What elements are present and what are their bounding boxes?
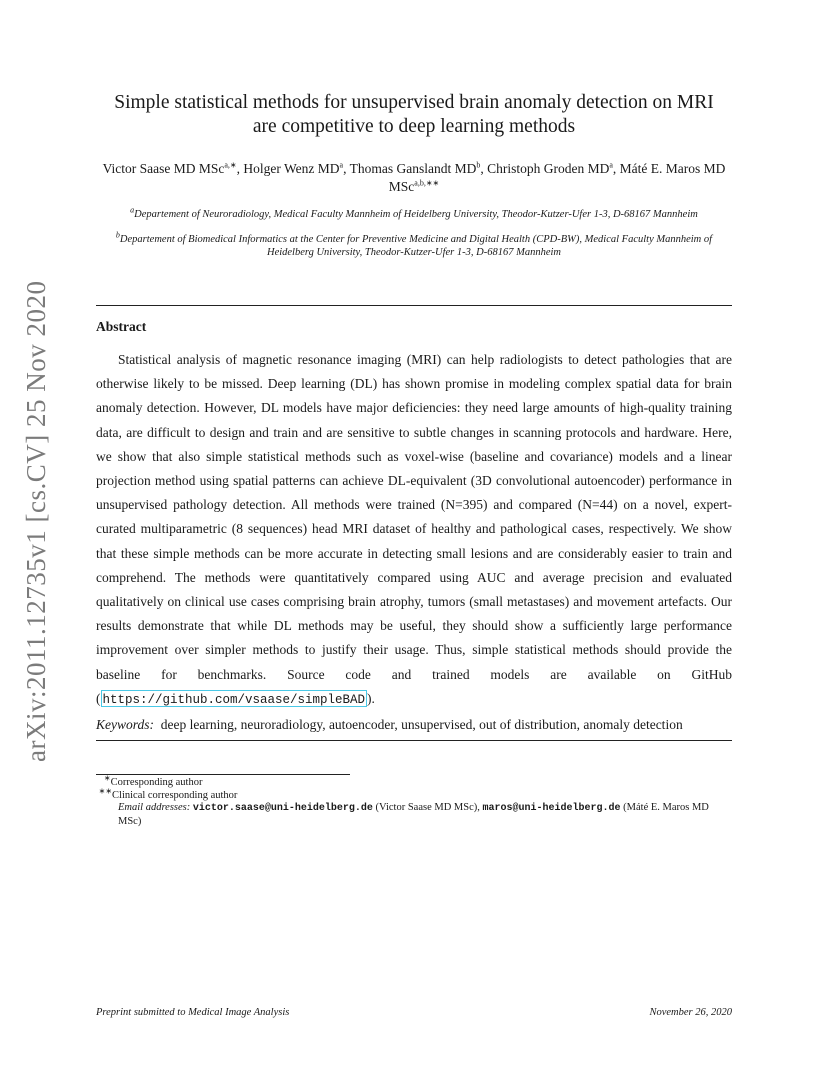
footnote-rule [96,774,350,775]
footer-date: November 26, 2020 [649,1007,732,1018]
author-5: Máté E. Maros MD MSc$^{a,b,∗∗}$ [388,161,726,194]
keywords [96,715,732,735]
footer-submission: Preprint submitted to Medical Image Analysis [96,1007,290,1018]
keywords-list: deep learning, neuroradiology, autoencoder, unsupervised, out of distribution, anomaly detection [160,717,683,732]
keywords-label: Keywords: [96,717,154,732]
title-line-1: Simple statistical methods for unsupervised brain anomaly detection on MRI [114,92,714,113]
affiliation-b: $^b$Departement of Biomedical Informatics at the Center for Preventive Medicine and Digital Health (CPD-BW), Medical Faculty Mannheim of Heidelberg University, Theodor-Kutzer-Ufer 1-3, D-68167 Mannheim [115,230,713,258]
abstract-bottom-rule [96,740,732,741]
email-addresses: Email addresses: victor.saase@uni-heidelberg.de (Victor Saase MD MSc), maros@uni-heidelberg.de (Máté E. Maros MD MSc) [118,802,709,827]
author-4: Christoph Groden $MD^a$, [487,160,620,176]
github-link[interactable]: https://github.com/vsaase/simpleBAD [101,690,368,707]
footnote-2: ∗∗Clinical corresponding author [98,786,238,801]
abstract-heading: Abstract [96,319,147,334]
email-link-1[interactable]: victor.saase@uni-heidelberg.de [192,803,373,814]
author-list [96,160,732,196]
abstract-top-rule [96,305,732,306]
author-1: Victor Saase MD MSc$^{a,∗}$, [102,160,244,176]
arxiv-identifier: arXiv:2011.12735v1 [cs.CV] 25 Nov 2020 [21,280,51,762]
author-2: Holger Wenz $MD^a$, [243,160,350,176]
paper-title [96,91,732,139]
affiliation-a: $^a$Departement of Neuroradiology, Medical Faculty Mannheim of Heidelberg University, Theodor-Kutzer-Ufer 1-3, D-68167 Mannheim [130,205,698,220]
footnotes [96,773,732,828]
page-footer [96,1007,732,1018]
title-line-2: are competitive to deep learning methods [252,116,576,137]
author-3: Thomas Ganslandt $MD^b$, [349,160,488,176]
abstract-body: Statistical analysis of magnetic resonance imaging (MRI) can help radiologists to detect pathologies that are otherwise likely to be missed. Deep learning (DL) has shown promise in modeling complex spatial data for brain anomaly detection. However, DL models have major deficiencies: they need large amounts of high-quality training data, are difficult to design and train and are sensitive to subtle changes in scanning protocols and hardware. Here, we show that also simple statistical methods such as voxel-wise (baseline and covariance) models and a linear projection method using spatial patterns can achieve DL-equivalent (3D convolutional autoencoder) performance in unsupervised pathology detection. All methods were trained (N=395) and compared (N=44) on a novel, expert-curated multiparametric (8 sequences) head MRI dataset of healthy and pathological cases, respectively. We show that these simple methods can be more accurate in detecting small lesions and are considerably easier to train and comprehend. The methods were quantitatively compared using AUC and average precision and evaluated qualitatively on clinical use cases comprising brain atrophy, tumors (small metastases) and movement artefacts. Our results demonstrate that while DL methods may be useful, they should show a sufficiently large performance improvement over simpler methods to justify their usage. Thus, simple statistical methods should provide the baseline for benchmarks. Source code and trained models are available on GitHub ( https://github.com/vsaase/simpleBAD ). [96,352,732,707]
footnote-1: ∗Corresponding author [103,773,203,788]
email-link-2[interactable]: maros@uni-heidelberg.de [482,803,621,814]
